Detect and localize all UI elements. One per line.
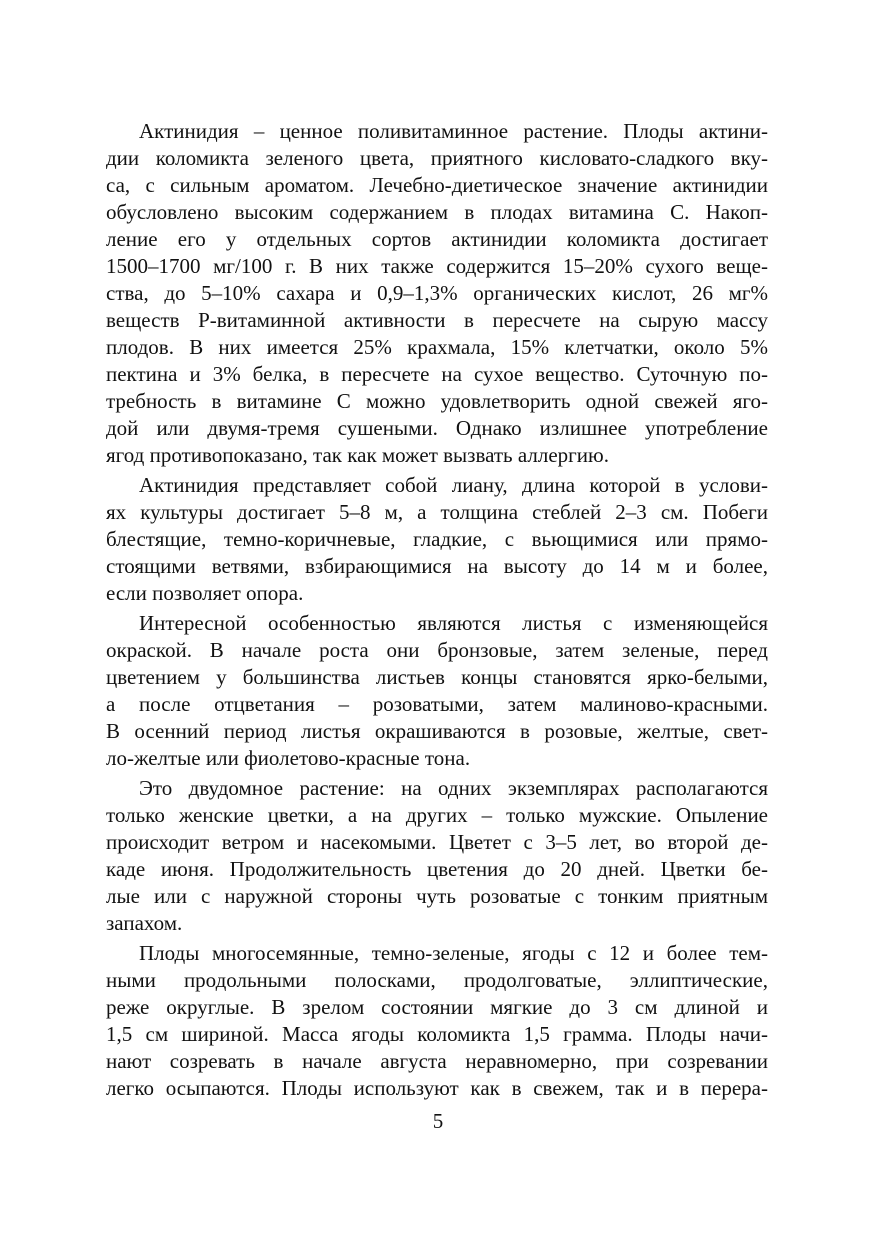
text-line: Актинидия представляет собой лиану, длина которой в услови-: [139, 473, 768, 497]
text-line: если позволяет опора.: [106, 581, 304, 605]
text-line: плодов. В них имеется 25% крахмала, 15% клетчатки, около 5%: [106, 335, 768, 359]
paragraph-5: [106, 940, 768, 1102]
text-line: окраской. В начале роста они бронзовые, затем зеленые, перед: [106, 638, 768, 662]
text-line: стоящими ветвями, взбирающимися на высоту до 14 м и более,: [106, 554, 768, 578]
text-line: веществ Р-витаминной активности в пересчете на сырую массу: [106, 308, 768, 332]
text-line: обусловлено высоким содержанием в плодах витамина С. Накоп-: [106, 200, 768, 224]
text-line: лые или с наружной стороны чуть розоватые с тонким приятным: [106, 884, 768, 908]
text-line: ях культуры достигает 5–8 м, а толщина стеблей 2–3 см. Побеги: [106, 500, 768, 524]
text-line: блестящие, темно-коричневые, гладкие, с вьющимися или прямо-: [106, 527, 768, 551]
text-line: легко осыпаются. Плоды используют как в свежем, так и в перера-: [106, 1076, 768, 1100]
text-line: только женские цветки, а на других – только мужские. Опыление: [106, 803, 768, 827]
text-line: 1,5 см шириной. Масса ягоды коломикта 1,5 грамма. Плоды начи-: [106, 1022, 768, 1046]
text-line: ло-желтые или фиолетово-красные тона.: [106, 746, 471, 770]
text-line: а после отцветания – розоватыми, затем малиново-красными.: [106, 692, 768, 716]
text-line: са, с сильным ароматом. Лечебно-диетическое значение актинидии: [106, 173, 768, 197]
paragraph-4: [106, 775, 768, 937]
text-line: ление его у отдельных сортов актинидии коломикта достигает: [106, 227, 768, 251]
text-line: цветением у большинства листьев концы становятся ярко-белыми,: [106, 665, 768, 689]
text-line: Это двудомное растение: на одних экземплярах располагаются: [139, 776, 768, 800]
paragraph-2: [106, 472, 768, 607]
page-body: [106, 118, 768, 1105]
text-line: Плоды многосемянные, темно-зеленые, ягоды с 12 и более тем-: [139, 941, 768, 965]
paragraph-1: [106, 118, 768, 469]
text-line: Интересной особенностью являются листья с изменяющейся: [139, 611, 768, 635]
text-line: В осенний период листья окрашиваются в розовые, желтые, свет-: [106, 719, 768, 743]
paragraph-3: [106, 610, 768, 772]
text-line: дии коломикта зеленого цвета, приятного кисловато-сладкого вку-: [106, 146, 768, 170]
text-line: ными продольными полосками, продолговатые, эллиптические,: [106, 968, 768, 992]
text-line: ства, до 5–10% сахара и 0,9–1,3% органических кислот, 26 мг%: [106, 281, 768, 305]
text-line: происходит ветром и насекомыми. Цветет с 3–5 лет, во второй де-: [106, 830, 768, 854]
text-line: ягод противопоказано, так как может вызвать аллергию.: [106, 443, 609, 467]
text-line: требность в витамине С можно удовлетворить одной свежей яго-: [106, 389, 768, 413]
text-line: Актинидия – ценное поливитаминное растение. Плоды актини-: [139, 119, 768, 143]
text-line: реже округлые. В зрелом состоянии мягкие до 3 см длиной и: [106, 995, 768, 1019]
text-line: нают созревать в начале августа неравномерно, при созревании: [106, 1049, 768, 1073]
text-line: пектина и 3% белка, в пересчете на сухое вещество. Суточную по-: [106, 362, 768, 386]
page-number: 5: [432, 1109, 444, 1133]
text-line: каде июня. Продолжительность цветения до 20 дней. Цветки бе-: [106, 857, 768, 881]
text-line: 1500–1700 мг/100 г. В них также содержится 15–20% сухого веще-: [106, 254, 768, 278]
text-line: запахом.: [106, 911, 183, 935]
text-line: дой или двумя-тремя сушеными. Однако излишнее употребление: [106, 416, 768, 440]
